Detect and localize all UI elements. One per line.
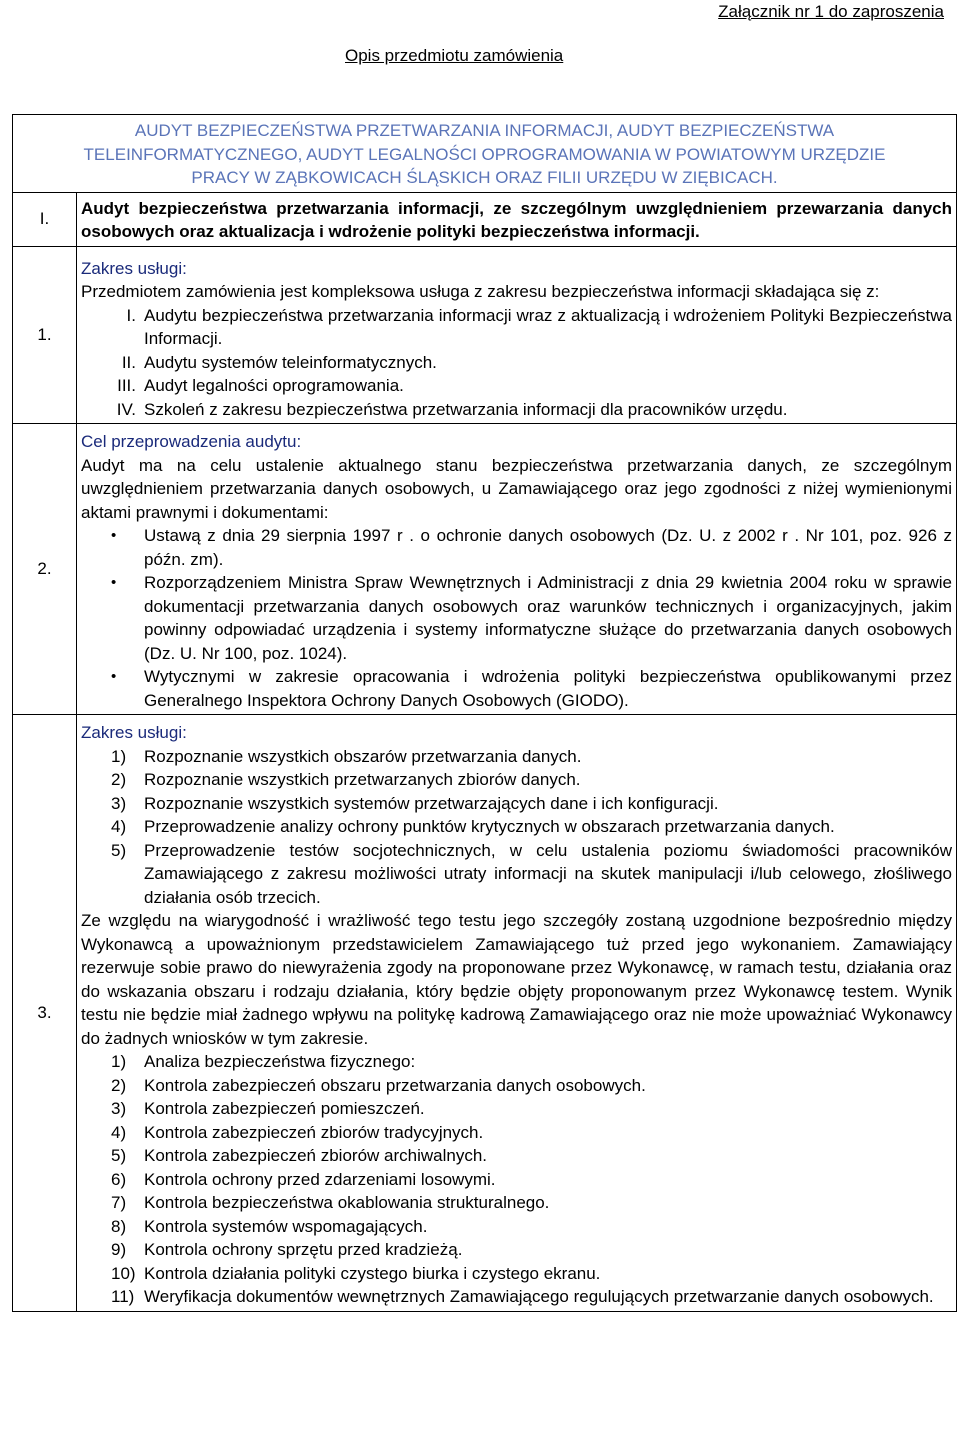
row-number: I. (13, 192, 77, 246)
list-text: Weryfikacja dokumentów wewnętrznych Zamawiającego regulujących przetwarzanie danych osobowych. (144, 1287, 934, 1306)
list-text: Kontrola zabezpieczeń zbiorów tradycyjnych. (144, 1122, 484, 1142)
table-row (13, 246, 957, 424)
list-marker: 7) (111, 1193, 127, 1212)
list-marker: 2) (111, 770, 127, 789)
row-number: 2. (13, 424, 77, 715)
list-text: Rozpoznanie wszystkich przetwarzanych zbiorów danych. (144, 770, 581, 789)
list-text: Kontrola działania polityki czystego biurka i czystego ekranu. (144, 1263, 601, 1283)
list-marker: • (111, 574, 117, 591)
list-text: Ustawą z dnia 29 sierpnia 1997 r . o ochronie danych osobowych (Dz. U. z 2002 r . Nr 101, poz. 926 z późn. zm). (144, 526, 952, 569)
list-text: Rozpoznanie wszystkich systemów przetwarzających dane i ich konfiguracji. (144, 793, 719, 813)
row-2-content (77, 424, 957, 715)
attachment-label: Załącznik nr 1 do zaproszenia (718, 2, 944, 21)
list-text: Kontrola ochrony sprzętu przed kradzieżą. (144, 1240, 463, 1259)
list-item (81, 571, 952, 665)
row-3-content (77, 715, 957, 1312)
list-item (81, 745, 952, 769)
list-text: Audytu systemów teleinformatycznych. (144, 352, 437, 372)
list-marker: 5) (111, 1146, 127, 1165)
scope-label: Zakres usługi: (81, 723, 187, 742)
list-item (81, 1262, 952, 1286)
list-marker: 5) (111, 840, 127, 860)
scope-intro: Przedmiotem zamówienia jest kompleksowa usługa z zakresu bezpieczeństwa informacji składająca się z: (81, 282, 880, 301)
heading-row (13, 115, 957, 193)
list-item (81, 1097, 952, 1121)
list-marker: 1) (111, 746, 127, 766)
list-item (81, 1050, 952, 1074)
specification-table (12, 114, 957, 1312)
test-paragraph: Ze względu na wiarygodność i wrażliwość tego testu jego szczegóły zostaną uzgodnione bezpośrednio między Wykonawcą a upoważnionym przedstawicielem Zamawiającego tuż przed jego wykonaniem. Zamawiający rezerwuje sobie prawo do niewyrażenia zgody na proponowane przez Wykonawcę, w ramach testu, działania oraz do wskazania obszaru i rodzaju działania, który będzie objęty proponowanym przez Wykonawcę testem. Wynik testu nie będzie miał żadnego wpływu na politykę kadrową Zamawiającego oraz nie może upoważniać Wykonawcy do żadnych wniosków w tym zakresie. (81, 911, 952, 1048)
row-1-content (77, 246, 957, 424)
list-text: Rozporządzeniem Ministra Spraw Wewnętrznych i Administracji z dnia 29 kwietnia 2004 roku w sprawie dokumentacji przetwarzania danych osobowych oraz warunków technicznych i organizacyjnych, jakim powinny odpowiadać urządzenia i systemy informatyczne służące do przetwarzania danych osobowych (Dz. U. Nr 100, poz. 1024). (144, 573, 952, 663)
row-number: 1. (13, 246, 77, 424)
list-text: Kontrola zabezpieczeń zbiorów archiwalnych. (144, 1146, 488, 1165)
list-text: Kontrola zabezpieczeń obszaru przetwarzania danych osobowych. (144, 1075, 646, 1095)
scope-list (81, 304, 952, 422)
list-marker: 4) (111, 1122, 127, 1142)
list-item (81, 839, 952, 910)
list-text: Rozpoznanie wszystkich obszarów przetwarzania danych. (144, 746, 582, 766)
scope-list (81, 745, 952, 910)
table-row (13, 424, 957, 715)
list-text: Analiza bezpieczeństwa fizycznego: (144, 1052, 416, 1071)
list-marker: III. (117, 376, 136, 395)
row-number: 3. (13, 715, 77, 1312)
list-text: Przeprowadzenie testów socjotechnicznych, w celu ustalenia poziomu świadomości pracowników Zamawiającego z zakresu możliwości utraty informacji na skutek manipulacji i/lub celowego, złośliwego działania osób trzecich. (144, 840, 952, 907)
list-item (81, 792, 952, 816)
list-marker: IV. (116, 399, 136, 419)
list-marker: 3) (111, 793, 127, 813)
row-I-text: Audyt bezpieczeństwa przetwarzania informacji, ze szczególnym uwzględnieniem przewarzania danych osobowych oraz aktualizacja i wdrożenie polityki bezpieczeństwa informacji. (77, 192, 957, 246)
list-text: Wytycznymi w zakresie opracowania i wdrożenia polityki bezpieczeństwa opublikowanymi przez Generalnego Inspektora Ochrony Danych Osobowych (GIODO). (144, 667, 952, 710)
list-item (81, 768, 952, 792)
list-marker: 11) (111, 1287, 135, 1306)
audit-goal-label: Cel przeprowadzenia audytu: (81, 432, 302, 451)
physical-security-list (81, 1050, 952, 1309)
document-title: Opis przedmiotu zamówienia (345, 46, 564, 65)
list-item (81, 1168, 952, 1192)
list-marker: • (111, 668, 117, 685)
list-item (81, 374, 952, 398)
list-text: Kontrola ochrony przed zdarzeniami losowymi. (144, 1169, 496, 1189)
list-marker: 1) (111, 1052, 127, 1071)
list-text: Kontrola zabezpieczeń pomieszczeń. (144, 1099, 425, 1118)
list-marker: 9) (111, 1240, 127, 1259)
list-marker: 2) (111, 1075, 127, 1095)
list-marker: II. (121, 352, 136, 372)
scope-label: Zakres usługi: (81, 258, 187, 278)
list-marker: 10) (111, 1263, 136, 1283)
list-text: Kontrola systemów wspomagających. (144, 1216, 428, 1236)
list-item (81, 1074, 952, 1098)
list-item (81, 1238, 952, 1262)
table-row (13, 715, 957, 1312)
list-item (81, 1285, 952, 1309)
list-text: Przeprowadzenie analizy ochrony punktów krytycznych w obszarach przetwarzania danych. (144, 817, 835, 836)
list-marker: 6) (111, 1169, 127, 1189)
list-item (81, 304, 952, 351)
list-item (81, 398, 952, 422)
list-marker: I. (126, 305, 136, 325)
list-marker: 8) (111, 1216, 127, 1236)
table-row (13, 192, 957, 246)
list-text: Audytu bezpieczeństwa przetwarzania informacji wraz z aktualizacją i wdrożeniem Polityki Bezpieczeństwa Informacji. (144, 305, 952, 348)
list-item (81, 1121, 952, 1145)
list-marker: 3) (111, 1099, 127, 1118)
list-item (81, 351, 952, 375)
audit-goal-intro: Audyt ma na celu ustalenie aktualnego stanu bezpieczeństwa przetwarzania danych, ze szczególnym uwzględnieniem przetwarzania danych osobowych, u Zamawiającego oraz jego zgodności z niżej wymienionymi aktami prawnymi i dokumentami: (81, 455, 952, 522)
list-marker: 4) (111, 817, 127, 836)
list-item (81, 524, 952, 571)
list-item (81, 1144, 952, 1168)
list-item (81, 815, 952, 839)
list-item (81, 1191, 952, 1215)
list-text: Audyt legalności oprogramowania. (144, 376, 404, 395)
list-marker: • (111, 527, 117, 544)
list-item (81, 665, 952, 712)
list-text: Kontrola bezpieczeństwa okablowania strukturalnego. (144, 1193, 550, 1212)
section-heading: AUDYT BEZPIECZEŃSTWA PRZETWARZANIA INFORMACJI, AUDYT BEZPIECZEŃSTWA TELEINFORMATYCZNEGO, AUDYT LEGALNOŚCI OPROGRAMOWANIA W POWIATOWYM URZĘDZIE PRACY W ZĄBKOWICACH ŚLĄSKICH ORAZ FILII URZĘDU W ZIĘBICACH. (13, 115, 957, 193)
list-item (81, 1215, 952, 1239)
legal-acts-list (81, 524, 952, 712)
list-text: Szkoleń z zakresu bezpieczeństwa przetwarzania informacji dla pracowników urzędu. (144, 399, 788, 419)
